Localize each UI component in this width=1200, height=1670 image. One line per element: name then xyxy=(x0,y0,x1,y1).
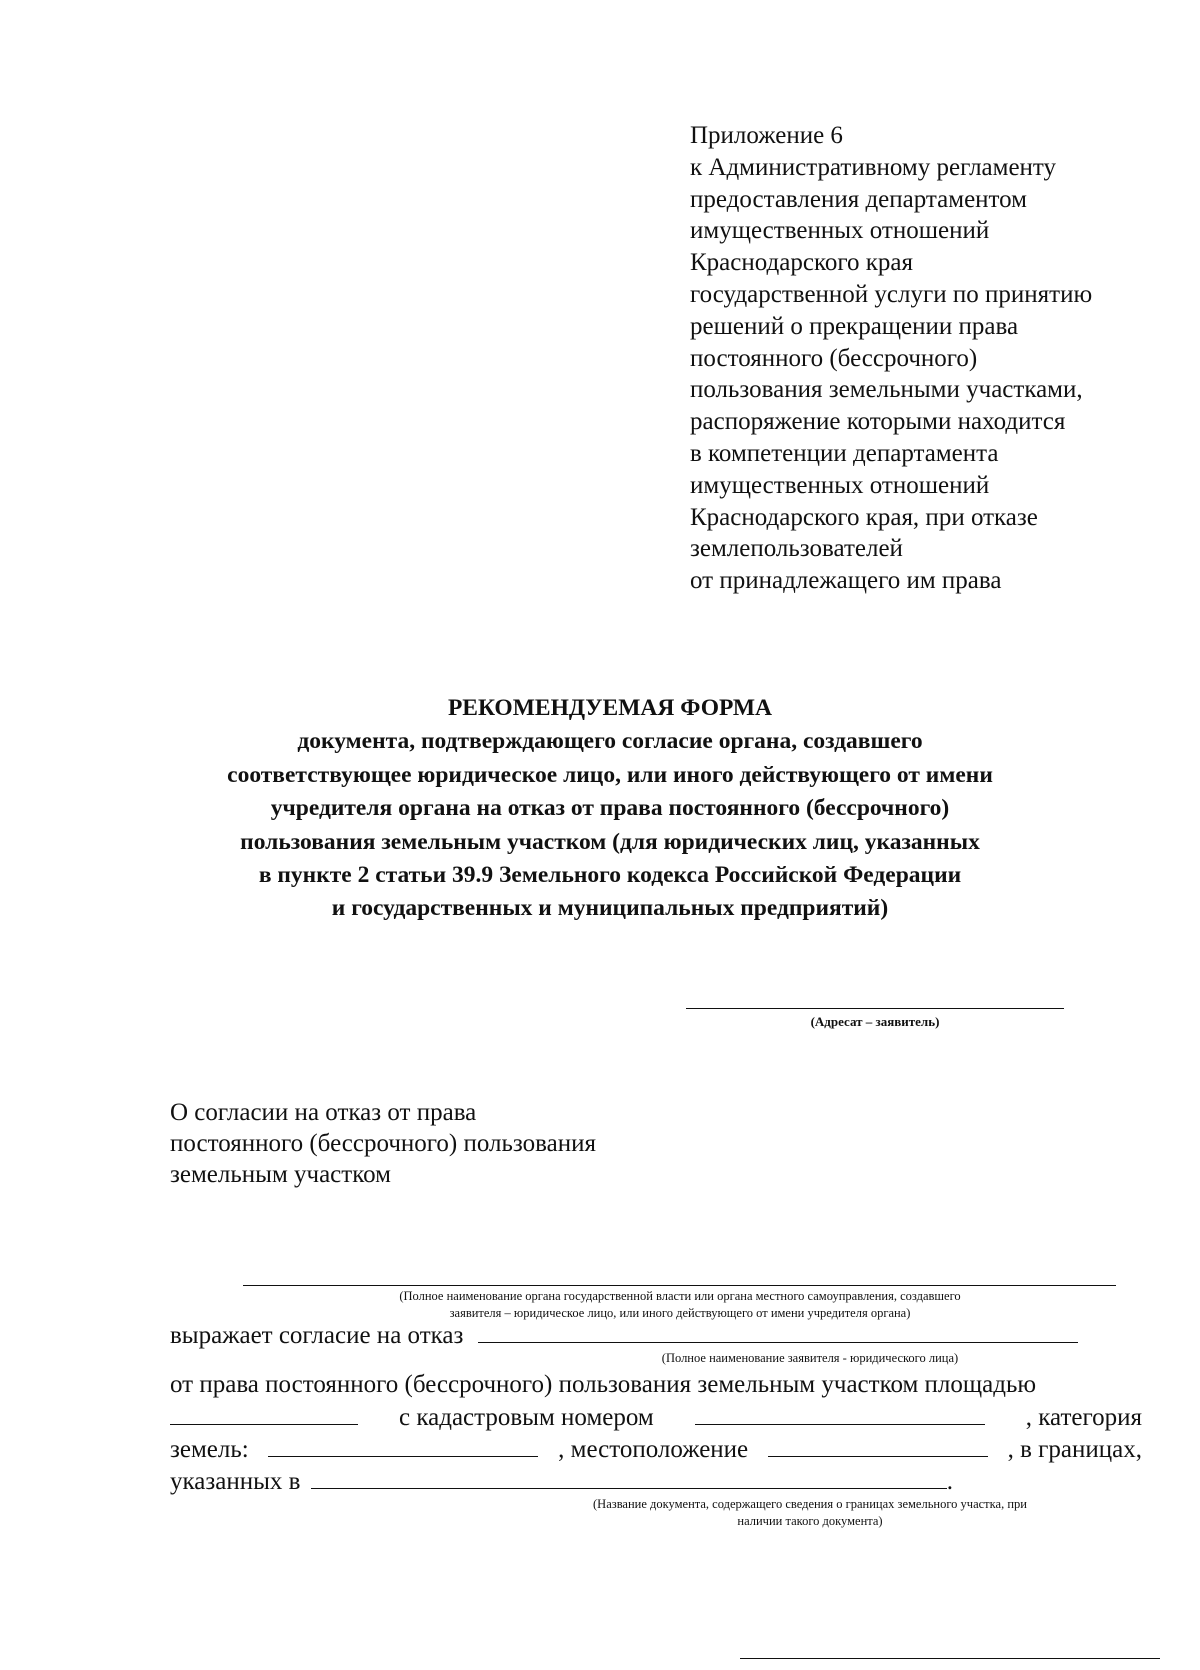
cadastral-row xyxy=(170,1402,1142,1433)
form-title xyxy=(140,692,1080,926)
document-name-blank xyxy=(311,1466,947,1489)
title-line: соответствующее юридическое лицо, или иного действующего от имени xyxy=(227,761,993,788)
appendix-line: Краснодарского края xyxy=(690,249,913,277)
appendix-line: предоставления департаментом xyxy=(690,185,1027,213)
document-caption xyxy=(470,1496,1150,1530)
title-line: документа, подтверждающего согласие органа, создавшего xyxy=(297,728,923,755)
appendix-line: решений о прекращении права xyxy=(690,312,1019,340)
boundaries-label: , в границах, xyxy=(1007,1436,1142,1463)
appendix-line: Краснодарского края, при отказе xyxy=(690,503,1038,531)
title-line: учредителя органа на отказ от права постоянного (бессрочного) xyxy=(270,795,950,822)
appendix-line: от принадлежащего им права xyxy=(690,567,1002,595)
location-label: , местоположение xyxy=(558,1436,749,1463)
appendix-line: к Административному регламенту xyxy=(690,153,1057,181)
signature-blank-line xyxy=(740,1658,1160,1659)
subject-line: постоянного (бессрочного) пользования xyxy=(170,1130,596,1157)
subject-line: О согласии на отказ от права xyxy=(170,1099,477,1126)
document-caption-line: (Название документа, содержащего сведения о границах земельного участка, при xyxy=(593,1497,1027,1511)
addressee-blank-line xyxy=(686,1008,1064,1009)
subject-line: земельным участком xyxy=(170,1161,391,1188)
appendix-line: имущественных отношений xyxy=(690,471,990,499)
applicant-caption-text: (Полное наименование заявителя - юридического лица) xyxy=(661,1351,959,1365)
cadastral-number-blank xyxy=(695,1402,985,1425)
indicated-label: указанных в xyxy=(170,1468,301,1495)
area-blank xyxy=(170,1402,358,1425)
organ-name-blank-line xyxy=(243,1285,1116,1286)
consent-row xyxy=(170,1320,1142,1351)
appendix-line: распоряжение которыми находится xyxy=(690,408,1066,436)
addressee-caption: (Адресат – заявитель) xyxy=(810,1014,940,1029)
period: . xyxy=(946,1468,953,1495)
category-label: , категория xyxy=(1025,1404,1142,1431)
appendix-line: имущественных отношений xyxy=(690,217,990,245)
appendix-line: в компетенции департамента xyxy=(690,439,999,467)
appendix-header xyxy=(690,120,1160,597)
appendix-line: пользования земельными участками, xyxy=(690,376,1083,404)
appendix-line: Приложение 6 xyxy=(690,122,843,149)
consent-text: выражает согласие на отказ xyxy=(170,1322,464,1349)
applicant-caption xyxy=(510,1350,1110,1367)
title-heading: РЕКОМЕНДУЕМАЯ ФОРМА xyxy=(447,695,773,721)
title-line: в пункте 2 статьи 39.9 Земельного кодекса Российской Федерации xyxy=(258,862,962,889)
title-line: и государственных и муниципальных предприятий) xyxy=(331,895,889,922)
cadastral-label: с кадастровым номером xyxy=(399,1404,654,1431)
organ-caption-line: заявителя – юридическое лицо, или иного действующего от имени учредителя органа) xyxy=(449,1306,911,1320)
document-caption-line: наличии такого документа) xyxy=(737,1514,883,1528)
land-category-blank xyxy=(268,1434,538,1457)
area-text: от права постоянного (бессрочного) пользования земельным участком площадью xyxy=(170,1371,1037,1398)
lands-row xyxy=(170,1434,1142,1465)
indicated-row xyxy=(170,1466,1142,1497)
lands-label: земель: xyxy=(170,1436,249,1463)
appendix-line: землепользователей xyxy=(690,535,903,563)
appendix-line: постоянного (бессрочного) xyxy=(690,344,978,372)
letter-subject xyxy=(170,1097,596,1190)
title-line: пользования земельным участком (для юридических лиц, указанных xyxy=(240,828,980,855)
appendix-line: государственной услуги по принятию xyxy=(690,280,1093,308)
organ-name-caption xyxy=(250,1288,1110,1322)
applicant-name-blank xyxy=(478,1320,1078,1343)
location-blank xyxy=(768,1434,988,1457)
organ-caption-line: (Полное наименование органа государственной власти или органа местного самоуправления, создавшего xyxy=(399,1289,961,1303)
area-row xyxy=(170,1370,1142,1400)
